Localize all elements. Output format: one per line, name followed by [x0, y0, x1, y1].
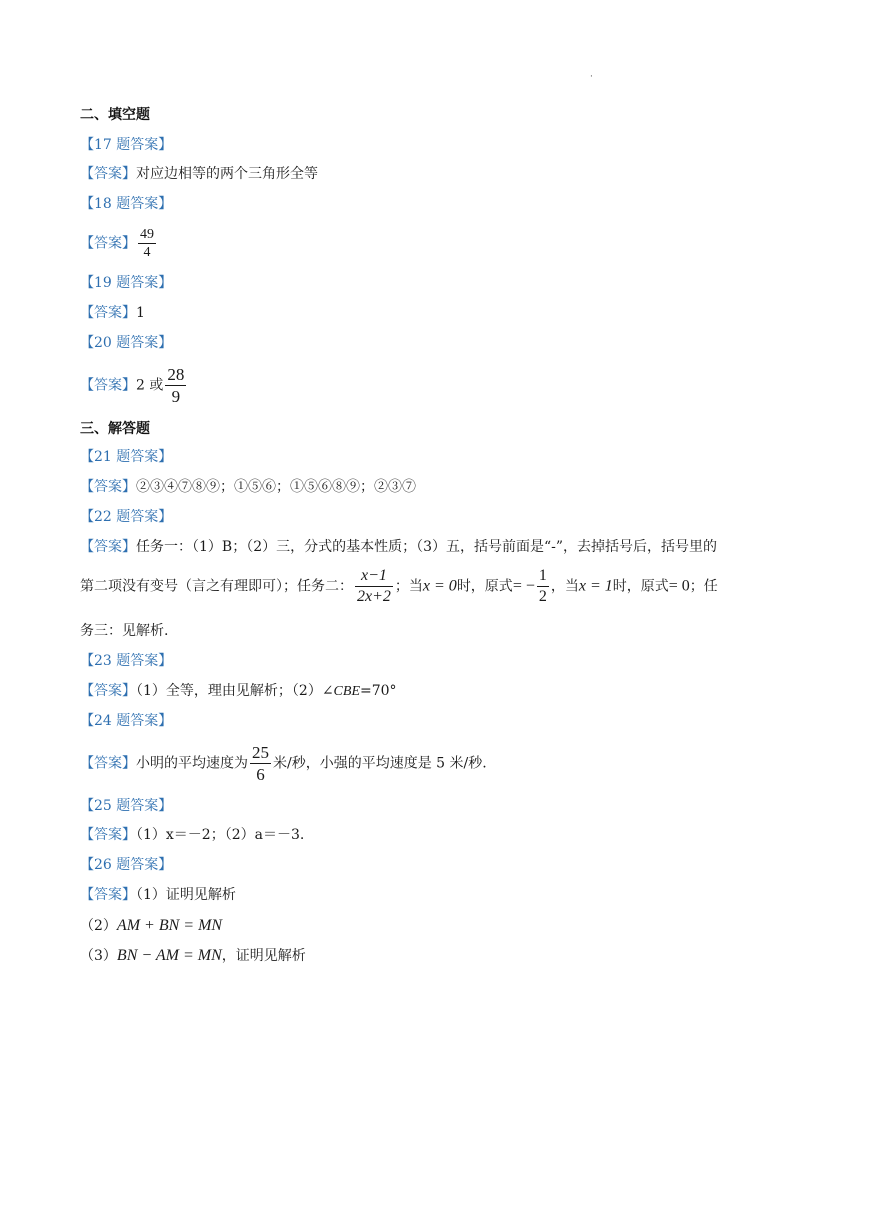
answer-tag: 【答案】	[80, 305, 136, 321]
fraction-numerator: 1	[537, 566, 549, 587]
q20-answer	[80, 364, 188, 407]
answer-text: （1）x＝－2；（2）a＝－3.	[136, 827, 305, 843]
answer-text: 对应边相等的两个三角形全等	[136, 166, 318, 182]
fraction-denominator: 6	[256, 765, 265, 784]
q21-label: 【21 题答案】	[80, 449, 173, 465]
q23-label: 【23 题答案】	[80, 653, 173, 669]
answer-text: ，证明见解析	[221, 948, 306, 964]
q25-label: 【25 题答案】	[80, 798, 173, 814]
q22-answer-line2	[80, 566, 718, 607]
fraction-denominator: 9	[171, 387, 181, 406]
fraction-numerator: 49	[140, 227, 154, 242]
answer-text: （1）证明见解析	[136, 887, 236, 903]
answer-text: 时，原式	[612, 578, 669, 595]
section-title-fill-blank: 二、填空题	[80, 107, 150, 123]
math-equation: AM + BN = MN	[116, 917, 223, 934]
q23-answer	[80, 682, 397, 701]
part-label: （3）	[80, 948, 117, 964]
answer-tag: 【答案】	[80, 539, 136, 555]
q18-label: 【18 题答案】	[80, 196, 173, 212]
q22-label: 【22 题答案】	[80, 509, 173, 525]
fraction	[355, 566, 393, 607]
fraction-denominator: 2x+2	[357, 588, 391, 605]
q26-part2	[80, 917, 222, 935]
fraction-denominator: 2	[538, 588, 547, 605]
fraction-numerator: 28	[167, 365, 185, 384]
q26-label: 【26 题答案】	[80, 857, 173, 873]
answer-tag: 【答案】	[80, 235, 136, 252]
answer-tag: 【答案】	[80, 683, 136, 699]
fraction-numerator: 25	[252, 743, 269, 762]
answer-tag: 【答案】	[80, 166, 136, 182]
answer-text: 时，原式	[456, 578, 513, 595]
fraction	[165, 364, 186, 407]
answer-text: ②③④⑦⑧⑨；①⑤⑥；①⑤⑥⑧⑨；②③⑦	[136, 479, 416, 495]
answer-text: =70°	[360, 683, 397, 699]
part-label: （2）	[80, 918, 117, 934]
answer-text: ，当	[550, 578, 579, 595]
q17-answer	[80, 165, 318, 183]
q26-answer	[80, 886, 236, 904]
q24-answer	[80, 742, 487, 785]
q18-answer	[80, 226, 158, 261]
section-title-solve: 三、解答题	[80, 421, 150, 437]
answer-text: 第二项没有变号（言之有理即可）；任务二：	[80, 578, 353, 595]
answer-tag: 【答案】	[80, 887, 136, 903]
q20-label: 【20 题答案】	[80, 335, 173, 351]
fraction	[537, 566, 549, 607]
q24-label: 【24 题答案】	[80, 713, 173, 729]
math-value-prefix: = −	[512, 577, 535, 595]
math-equation: BN − AM = MN	[116, 947, 222, 964]
math-condition: x = 0	[422, 577, 457, 595]
fraction-denominator: 4	[143, 245, 151, 260]
answer-text: ；任	[689, 578, 718, 595]
math-angle: ∠CBE	[321, 684, 360, 699]
q17-label: 【17 题答案】	[80, 137, 173, 153]
answer-tag: 【答案】	[80, 827, 136, 843]
fraction-numerator: x−1	[355, 566, 393, 587]
answer-text: （1）全等，理由见解析；（2）	[136, 683, 322, 699]
answer-tag: 【答案】	[80, 755, 136, 772]
q26-part3	[80, 947, 306, 965]
q22-answer-line3: 务三：见解析.	[80, 623, 169, 639]
q25-answer	[80, 826, 304, 844]
answer-text: 小明的平均速度为	[136, 755, 248, 772]
answer-tag: 【答案】	[80, 479, 136, 495]
math-condition: x = 1	[578, 577, 613, 595]
page-top-mark: ·	[590, 72, 593, 82]
q19-answer	[80, 304, 145, 322]
q21-answer	[80, 478, 416, 496]
fraction	[138, 226, 156, 261]
fraction	[250, 742, 271, 785]
q19-label: 【19 题答案】	[80, 275, 173, 291]
answer-text: 米/秒，小强的平均速度是 5 米/秒.	[273, 755, 487, 772]
answer-tag: 【答案】	[80, 377, 136, 394]
q22-answer-line1	[80, 538, 717, 556]
answer-text: 1	[136, 305, 145, 321]
math-value: = 0	[668, 577, 690, 595]
answer-text: ；当	[394, 578, 423, 595]
answer-text: 任务一：（1）B；（2）三，分式的基本性质；（3）五，括号前面是“-”，去掉括号后，括号里的	[136, 539, 718, 555]
answer-text: 2 或	[136, 377, 164, 394]
